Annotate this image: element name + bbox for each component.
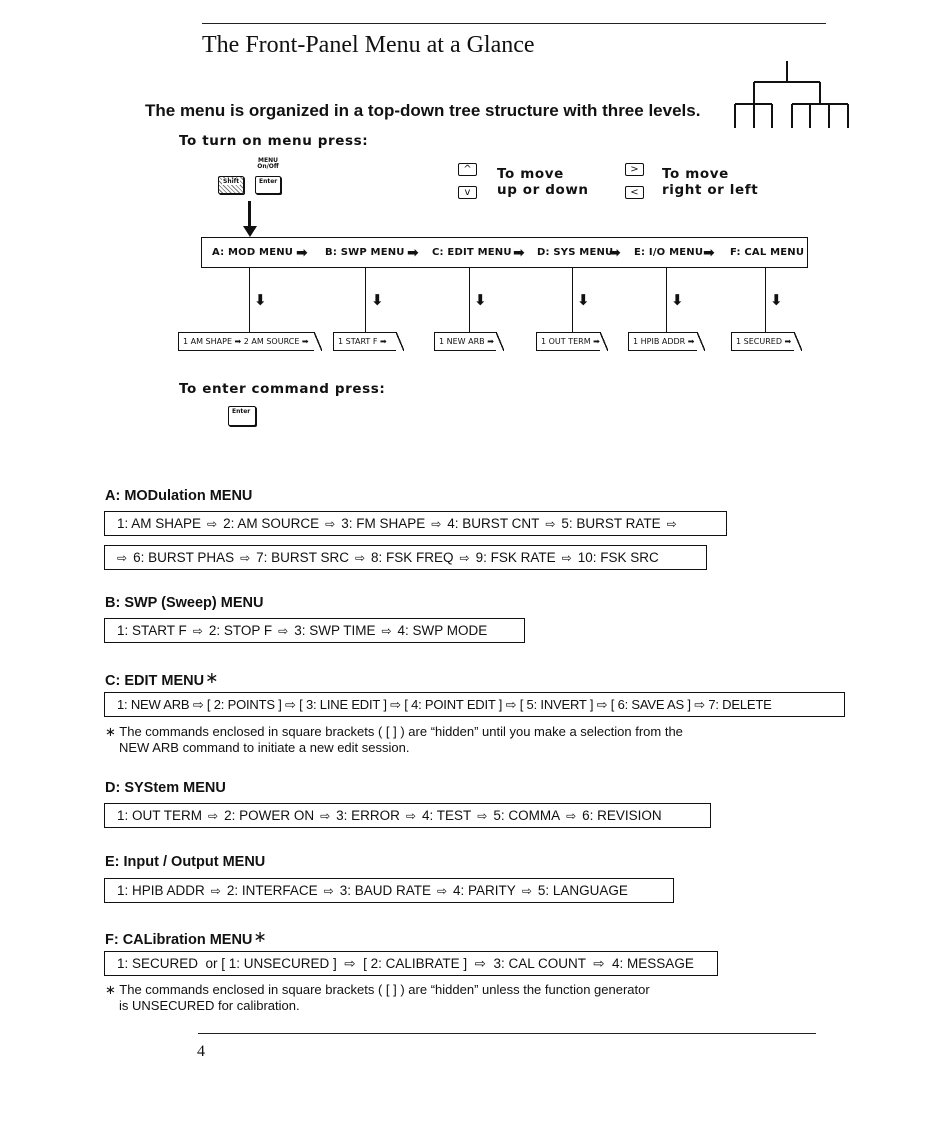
- section-title-cal: F: CALibration MENU∗: [105, 929, 267, 948]
- swp-menu-row: 1: START F ⇨ 2: STOP F ⇨ 3: SWP TIME ⇨ 4: SWP MODE: [104, 618, 525, 643]
- down-arrow-icon: ⬇: [770, 291, 783, 309]
- shift-arrow-shaft: [248, 201, 251, 229]
- connector-line: [765, 268, 766, 332]
- menu-item-sys[interactable]: D: SYS MENU: [537, 247, 614, 258]
- connector-line: [469, 268, 470, 332]
- submenu-edit[interactable]: 1 NEW ARB ➡: [434, 332, 504, 351]
- page-title: The Front-Panel Menu at a Glance: [202, 32, 535, 58]
- section-title-edit: C: EDIT MENU∗: [105, 670, 219, 689]
- down-arrow-icon: ⬇: [474, 291, 487, 309]
- submenu-io[interactable]: 1 HPIB ADDR ➡: [628, 332, 705, 351]
- edit-menu-row: 1: NEW ARB ⇨ [ 2: POINTS ] ⇨ [ 3: LINE EDIT ] ⇨ [ 4: POINT EDIT ] ⇨ [ 5: INVERT ] ⇨ [ 6: SAVE AS ] ⇨ 7: DELETE: [104, 692, 845, 717]
- connector-line: [666, 268, 667, 332]
- up-key-icon[interactable]: ^: [458, 163, 477, 176]
- submenu-swp[interactable]: 1 START F ➡: [333, 332, 404, 351]
- enter-command-key[interactable]: Enter: [228, 406, 256, 426]
- submenu-mod[interactable]: 1 AM SHAPE ➡ 2 AM SOURCE ➡: [178, 332, 322, 351]
- menu-item-swp[interactable]: B: SWP MENU: [325, 247, 405, 258]
- edit-footnote: ∗ The commands enclosed in square brackets ( [ ] ) are “hidden” until you make a selection from the NEW ARB command to initiate a new edit session.: [105, 724, 683, 755]
- menu-arrow-icon: ➡: [703, 244, 715, 260]
- enter-key[interactable]: Enter: [255, 176, 281, 194]
- menu-arrow-icon: ➡: [296, 244, 308, 260]
- enter-instruction: To enter command press:: [179, 381, 386, 397]
- cal-menu-row: 1: SECURED or [ 1: UNSECURED ] ⇨ [ 2: CALIBRATE ] ⇨ 3: CAL COUNT ⇨ 4: MESSAGE: [104, 951, 718, 976]
- move-right-left-label: To move right or left: [662, 166, 759, 198]
- io-menu-row: 1: HPIB ADDR ⇨ 2: INTERFACE ⇨ 3: BAUD RATE ⇨ 4: PARITY ⇨ 5: LANGUAGE: [104, 878, 674, 903]
- right-key-icon[interactable]: >: [625, 163, 644, 176]
- down-key-icon[interactable]: v: [458, 186, 477, 199]
- down-arrow-icon: ⬇: [371, 291, 384, 309]
- cal-footnote: ∗ The commands enclosed in square brackets ( [ ] ) are “hidden” unless the function generator is UNSECURED for calibration.: [105, 982, 650, 1013]
- menu-item-mod[interactable]: A: MOD MENU: [212, 247, 294, 258]
- menu-arrow-icon: ➡: [407, 244, 419, 260]
- move-up-down-label: To move up or down: [497, 166, 589, 198]
- connector-line: [572, 268, 573, 332]
- submenu-cal[interactable]: 1 SECURED ➡: [731, 332, 802, 351]
- menu-item-cal[interactable]: F: CAL MENU: [730, 247, 805, 258]
- sys-menu-row: 1: OUT TERM ⇨ 2: POWER ON ⇨ 3: ERROR ⇨ 4: TEST ⇨ 5: COMMA ⇨ 6: REVISION: [104, 803, 711, 828]
- tree-structure-icon: [730, 60, 852, 130]
- menu-bar: [201, 237, 808, 268]
- down-arrow-icon: ⬇: [671, 291, 684, 309]
- menu-arrow-icon: ➡: [513, 244, 525, 260]
- menu-key-label: MENU On/Off: [257, 157, 279, 170]
- submenu-sys[interactable]: 1 OUT TERM ➡: [536, 332, 608, 351]
- section-title-swp: B: SWP (Sweep) MENU: [105, 595, 264, 611]
- left-key-icon[interactable]: <: [625, 186, 644, 199]
- section-title-io: E: Input / Output MENU: [105, 854, 266, 870]
- menu-item-io[interactable]: E: I/O MENU: [634, 247, 704, 258]
- down-arrow-icon: ⬇: [577, 291, 590, 309]
- down-arrow-icon: ⬇: [254, 291, 267, 309]
- turn-on-instruction: To turn on menu press:: [179, 133, 369, 149]
- section-title-mod: A: MODulation MENU: [105, 488, 253, 504]
- connector-line: [249, 268, 250, 332]
- bottom-rule: [198, 1033, 816, 1034]
- top-rule: [202, 23, 826, 24]
- mod-menu-row1: 1: AM SHAPE ⇨ 2: AM SOURCE ⇨ 3: FM SHAPE ⇨ 4: BURST CNT ⇨ 5: BURST RATE ⇨: [104, 511, 727, 536]
- menu-arrow-icon: ➡: [609, 244, 621, 260]
- mod-menu-row2: ⇨ 6: BURST PHAS ⇨ 7: BURST SRC ⇨ 8: FSK FREQ ⇨ 9: FSK RATE ⇨ 10: FSK SRC: [104, 545, 707, 570]
- page-number: 4: [197, 1043, 205, 1060]
- section-title-sys: D: SYStem MENU: [105, 780, 226, 796]
- menu-item-edit[interactable]: C: EDIT MENU: [432, 247, 512, 258]
- connector-line: [365, 268, 366, 332]
- subtitle: The menu is organized in a top-down tree structure with three levels.: [145, 101, 701, 120]
- shift-key[interactable]: Shift: [218, 176, 244, 194]
